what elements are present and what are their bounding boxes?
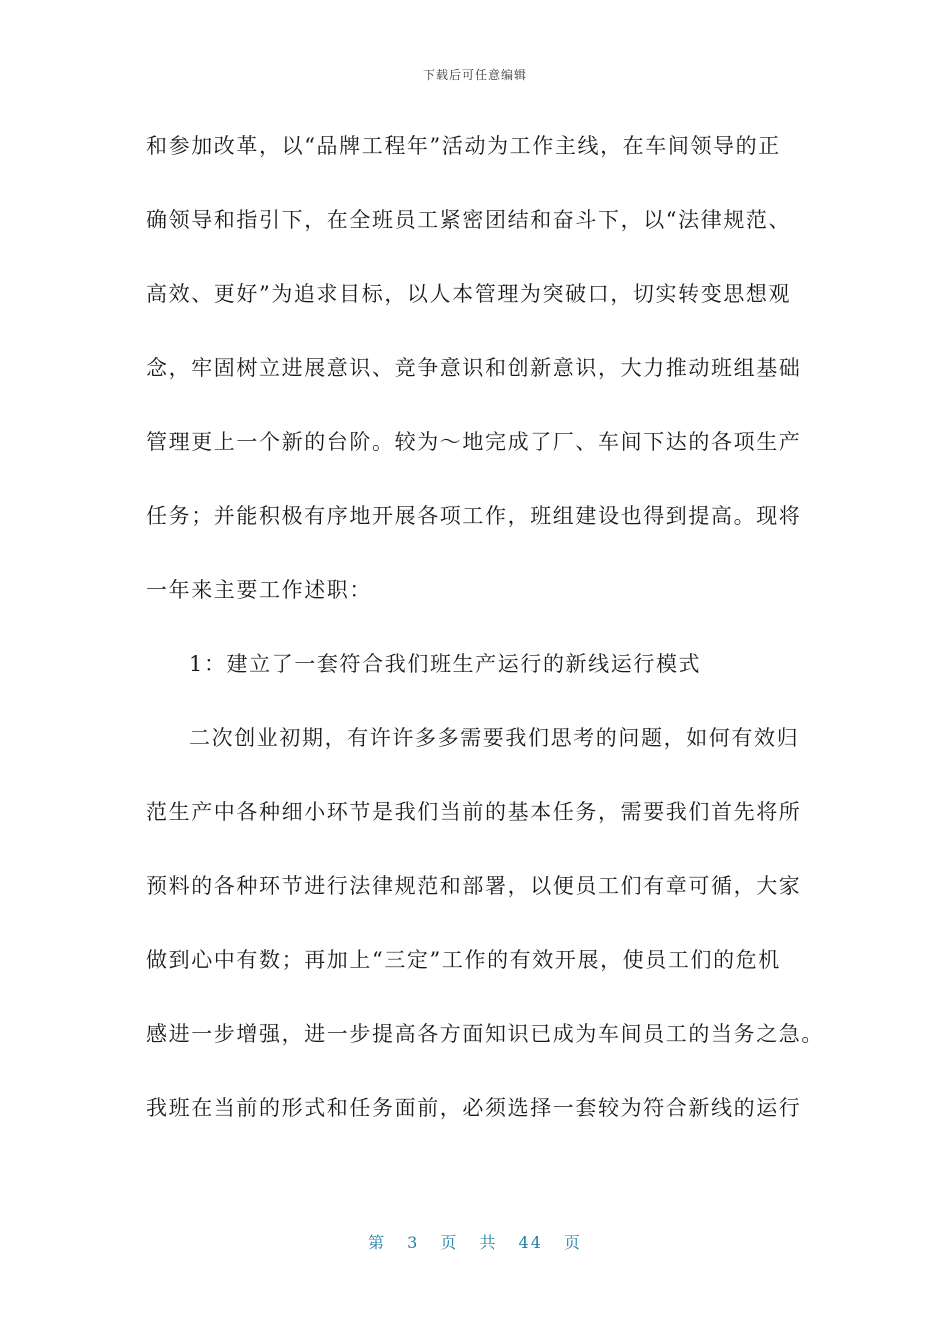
paragraph-first-line: 二次创业初期，有许许多多需要我们思考的问题，如何有效归 — [189, 726, 800, 750]
footer-end-label: 页 — [564, 1233, 583, 1252]
body-line: 感进一步增强，进一步提高各方面知识已成为车间员工的当务之急。 — [146, 1022, 824, 1046]
body-line: 范生产中各种细小环节是我们当前的基本任务，需要我们首先将所 — [146, 800, 802, 824]
body-line: 任务；并能积极有序地开展各项工作，班组建设也得到提高。现将 — [146, 504, 802, 528]
body-line: 确领导和指引下，在全班员工紧密团结和奋斗下，以“法律规范、 — [146, 208, 792, 232]
page-footer — [0, 1230, 950, 1253]
body-line: 预料的各种环节进行法律规范和部署，以便员工们有章可循，大家 — [146, 874, 802, 898]
footer-page-label: 第 — [367, 1233, 386, 1252]
page-header — [0, 66, 950, 83]
footer-page-number: 3 — [407, 1233, 420, 1252]
body-line: 管理更上一个新的台阶。较为～地完成了厂、车间下达的各项生产 — [146, 430, 802, 454]
footer-total-pages: 44 — [518, 1233, 543, 1252]
document-body — [146, 124, 824, 1160]
body-line: 和参加改革，以“品牌工程年”活动为工作主线，在车间领导的正 — [146, 134, 781, 158]
body-line: 一年来主要工作述职： — [146, 578, 372, 602]
footer-total-label: 页 共 — [440, 1233, 498, 1252]
header-text: 下载后可任意编辑 — [422, 68, 527, 82]
body-line: 做到心中有数；再加上“三定”工作的有效开展，使员工们的危机 — [146, 948, 781, 972]
section-heading: 1：建立了一套符合我们班生产运行的新线运行模式 — [189, 652, 702, 676]
body-line: 念，牢固树立进展意识、竞争意识和创新意识，大力推动班组基础 — [146, 356, 802, 380]
body-line: 我班在当前的形式和任务面前，必须选择一套较为符合新线的运行 — [146, 1096, 802, 1120]
body-line: 高效、更好”为追求目标，以人本管理为突破口，切实转变思想观 — [146, 282, 792, 306]
